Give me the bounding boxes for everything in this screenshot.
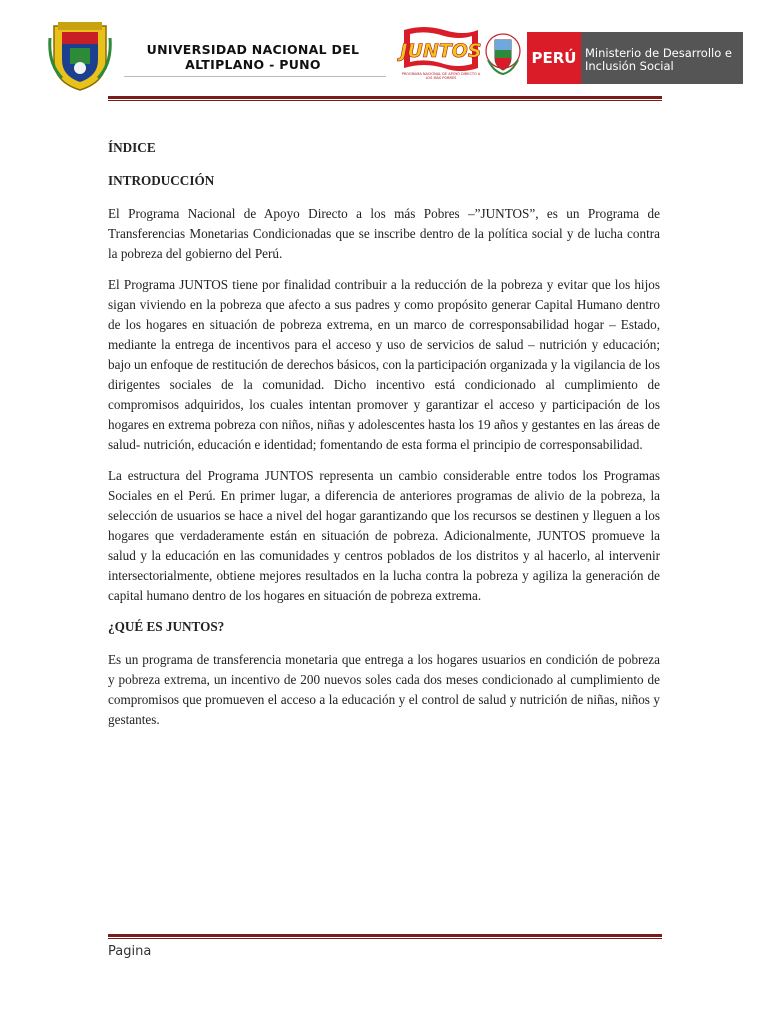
index-heading: ÍNDICE — [108, 140, 156, 155]
ministry-name: Ministerio de Desarrollo e Inclusión Social — [585, 46, 732, 73]
peru-label: PERÚ — [527, 32, 581, 84]
university-crest-logo — [48, 18, 112, 92]
ministry-logo — [527, 32, 743, 84]
que-es-juntos-paragraph: Es un programa de transferencia monetaria que entrega a los hogares usuarios en condición de pobreza y pobreza extrema, un incentivo de 200 nuevos soles cada dos meses condicionado al cumplimiento de compromisos que promueven el acceso a la educación y el control de salud y nutrición de niñas, niños y gestantes. — [108, 652, 660, 727]
juntos-tagline: PROGRAMA NACIONAL DE APOYO DIRECTO A LOS MÁS POBRES — [401, 72, 481, 80]
que-es-juntos-heading: ¿QUÉ ES JUNTOS? — [108, 619, 225, 634]
juntos-logo — [400, 24, 482, 86]
peru-coat-of-arms-icon — [484, 30, 522, 76]
juntos-logo-text: JUNTOS — [400, 40, 482, 62]
header-rule — [108, 96, 662, 101]
intro-heading: INTRODUCCIÓN — [108, 173, 215, 188]
document-body — [108, 138, 660, 741]
footer-rule — [108, 934, 662, 939]
intro-paragraph-1: El Programa Nacional de Apoyo Directo a los más Pobres –”JUNTOS”, es un Programa de Transferencias Monetarias Condicionadas que se inscribe dentro de la política social y de lucha contra la pobreza del gobierno del Perú. — [108, 206, 660, 261]
page-label: Pagina — [108, 944, 152, 959]
header-divider — [124, 76, 386, 77]
page-header — [0, 0, 768, 110]
intro-paragraph-2: El Programa JUNTOS tiene por finalidad contribuir a la reducción de la pobreza y evitar que los hijos sigan viviendo en la pobreza que afecto a sus padres y como propósito generar Capital Humano dentro de los hogares en situación de pobreza extrema, en un marco de corresponsabilidad hogar – Estado, mediante la entrega de incentivos para el acceso y uso de servicios de salud – nutrición y educación; bajo un enfoque de restitución de derechos básicos, con la participación organizada y la vigilancia de los dirigentes sociales de la comunidad. Dicho incentivo está condicionado al cumplimiento de compromisos adquiridos, los cuales intentan promover y garantizar el acceso y participación de los hogares en extrema pobreza con niños, niñas y adolescentes hasta los 19 años y gestantes en las áreas de salud- nutrición, educación e identidad; fomentando de esta forma el principio de corresponsabilidad. — [108, 277, 660, 452]
intro-paragraph-3: La estructura del Programa JUNTOS representa un cambio considerable entre todos los Programas Sociales en el Perú. En primer lugar, a diferencia de anteriores programas de alivio de la pobreza, la selección de usuarios se hace a nivel del hogar garantizando que los recursos se destinen y lleguen a los hogares que verdaderamente están en situación de pobreza. Adicionalmente, JUNTOS promueve la salud y la educación en las comunidades y centros poblados de los distritos y al hacerlo, al intervenir intersectorialmente, obtiene mejores resultados en la lucha contra la pobreza y agiliza la generación de capital humano dentro de los hogares en situación de pobreza extrema. — [108, 468, 660, 603]
university-name: UNIVERSIDAD NACIONAL DEL ALTIPLANO - PUNO — [146, 42, 360, 72]
